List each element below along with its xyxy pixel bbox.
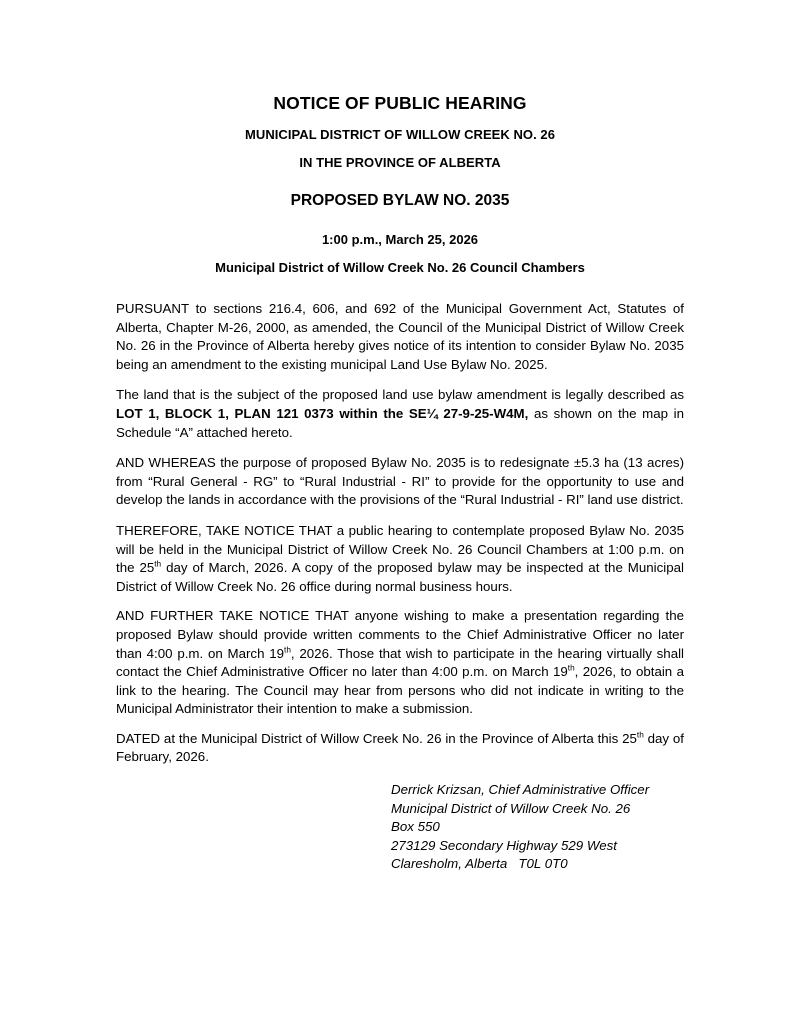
signature-street-address: 273129 Secondary Highway 529 West [391,837,617,853]
further-text-3: , 2026, to obtain a link to the hearing. The Council may hear from persons who did not indicate in writing to the Municipal Administrator their intention to make a submission. [116,664,684,717]
paragraph-further-notice [116,607,684,719]
signature-city-postal: Claresholm, Alberta T0L 0T0 [391,856,568,872]
subtitle-municipal-district: MUNICIPAL DISTRICT OF WILLOW CREEK NO. 26 [245,127,555,142]
further-text-2: , 2026. Those that wish to participate in the hearing virtually shall contact the Chief Administrative Officer no later than 4:00 p.m. on March 19 [116,645,684,680]
signature-name-title: Derrick Krizsan, Chief Administrative Officer [391,782,650,798]
document-content [116,0,684,874]
therefore-text-2: day of March, 2026. A copy of the proposed bylaw may be inspected at the Municipal District of Willow Creek No. 26 office during normal business hours. [116,560,684,594]
land-legal-description: LOT 1, BLOCK 1, PLAN 121 0373 within the SE¼ 27-9-25-W4M, [116,405,529,421]
ordinal-suffix: th [154,559,162,569]
land-tail-text: as shown on the map in Schedule “A” attached hereto. [116,405,684,440]
signature-block [391,781,684,874]
signature-organization: Municipal District of Willow Creek No. 26 [391,800,631,816]
heading-block [116,0,684,276]
ordinal-suffix: th [567,663,575,673]
dated-text-1: DATED at the Municipal District of Willow Creek No. 26 in the Province of Alberta this 25 [116,730,637,746]
further-text-1: AND FURTHER TAKE NOTICE THAT anyone wishing to make a presentation regarding the proposed Bylaw should provide written comments to the Chief Administrative Officer no later than 4:00 p.m. on March 19 [116,608,684,661]
signature-box-number: Box 550 [391,819,440,835]
hearing-location: Municipal District of Willow Creek No. 26 Council Chambers [215,260,585,275]
hearing-time: 1:00 p.m., March 25, 2026 [321,232,479,247]
dated-text-2: day of February, 2026. [116,730,684,765]
paragraph-therefore [116,522,684,596]
subtitle-province: IN THE PROVINCE OF ALBERTA [299,155,501,170]
paragraph-dated [116,730,684,767]
paragraph-whereas: AND WHEREAS the purpose of proposed Bylaw No. 2035 is to redesignate ±5.3 ha (13 acres) from “Rural General - RG” to “Rural Industrial - RI” to provide for the opportunity to use and develop the lands in accordance with the provisions of the “Rural Industrial - RI” land use district. [116,455,684,508]
ordinal-suffix: th [284,645,291,655]
therefore-text-1: THEREFORE, TAKE NOTICE THAT a public hearing to contemplate proposed Bylaw No. 2035 will be held in the Municipal District of Willow Creek No. 26 Council Chambers at 1:00 p.m. on the 25 [116,522,684,576]
ordinal-suffix: th [636,730,644,740]
body-block [116,276,684,767]
land-lead-text: The land that is the subject of the proposed land use bylaw amendment is legally described as [116,387,684,403]
bylaw-heading: PROPOSED BYLAW NO. 2035 [290,192,510,209]
paragraph-pursuant: PURSUANT to sections 216.4, 606, and 692 of the Municipal Government Act, Statutes of Alberta, Chapter M-26, 2000, as amended, the Council of the Municipal District of Willow Creek No. 26 in the Province of Alberta hereby gives notice of its intention to consider Bylaw No. 2035 being an amendment to the existing municipal Land Use Bylaw No. 2025. [116,301,684,372]
paragraph-land-description [116,386,684,442]
page-title: NOTICE OF PUBLIC HEARING [273,93,527,113]
